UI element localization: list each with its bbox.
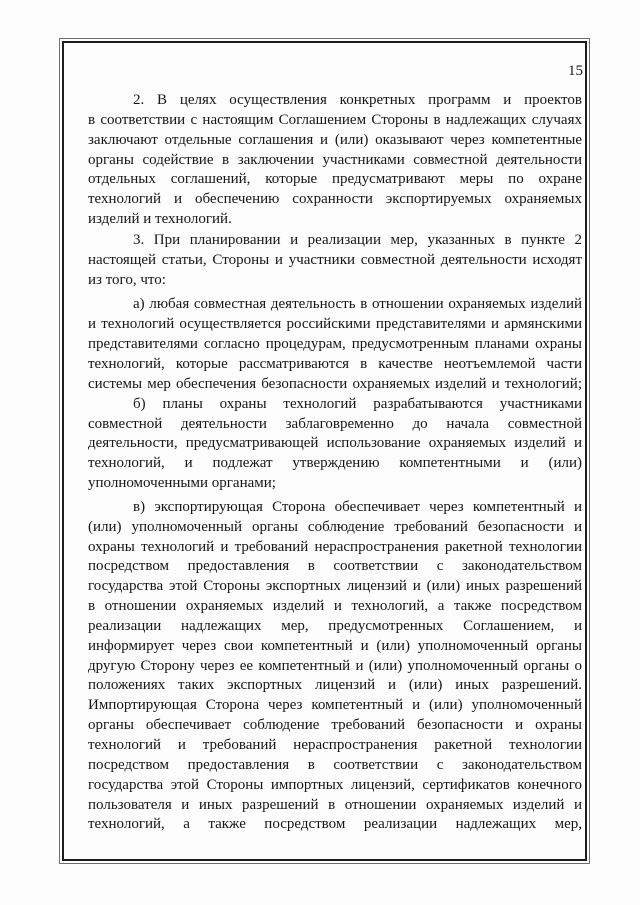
text-line: посредством предоставления в соответствии с законодательством: [88, 558, 582, 575]
clause-3-item-b: [88, 395, 582, 494]
page-number: 15: [568, 63, 583, 79]
text-line: государства этой Стороны экспортных лицензий и (или) иных разрешений: [88, 578, 582, 595]
text-line: настоящей статьи, Стороны и участники совместной деятельности исходят: [88, 251, 582, 268]
text-line: органы содействие в заключении участниками совместной деятельности: [88, 151, 582, 168]
text-line: изделий и технологий.: [88, 211, 232, 228]
text-line: системы мер обеспечения безопасности охраняемых изделий и технологий;: [88, 375, 582, 392]
text-line: деятельности, предусматривающей использование охраняемых изделий и: [88, 435, 582, 452]
text-line: в соответствии с настоящим Соглашением Стороны в надлежащих случаях: [88, 111, 582, 128]
text-line: посредством предоставления в соответствии с законодательством: [88, 756, 582, 773]
text-line: технологий и требований нераспространения ракетной технологии: [88, 737, 582, 753]
text-line: а) любая совместная деятельность в отношении охраняемых изделий: [133, 296, 582, 313]
body-text: [88, 91, 582, 835]
text-line: представителями согласно процедурам, предусмотренным планами охраны: [88, 336, 582, 353]
text-line: технологий, которые рассматриваются в качестве неотъемлемой части: [88, 355, 582, 372]
clause-3-intro: [88, 231, 582, 291]
text-line: в отношении охраняемых изделий и технологий, а также посредством: [88, 598, 582, 615]
clause-3-item-a: [88, 295, 582, 394]
text-line: технологий, а также посредством реализации надлежащих мер,: [88, 816, 582, 833]
text-line: пользователя и иных разрешений в отношении охраняемых изделий и: [88, 796, 582, 813]
text-line: уполномоченными органами;: [88, 475, 276, 492]
text-line: технологий и обеспечению сохранности экспортируемых охраняемых: [88, 191, 582, 208]
text-line: из того, что:: [88, 271, 166, 288]
text-line: в) экспортирующая Сторона обеспечивает через компетентный и: [133, 498, 582, 515]
text-line: заключают отдельные соглашения и (или) оказывают через компетентные: [88, 131, 582, 148]
text-line: положениях таких экспортных лицензий и (или) иных разрешений.: [88, 677, 582, 694]
text-line: отдельных соглашений, которые предусматривают меры по охране: [88, 171, 582, 188]
text-line: информирует через свои компетентный и (или) уполномоченный органы: [88, 637, 582, 654]
text-line: охраны технологий и требований нераспространения ракетной технологии: [88, 538, 582, 555]
text-line: и технологий осуществляется российскими представителями и армянскими: [88, 316, 582, 333]
clause-3-item-c: [88, 498, 582, 835]
text-line: 2. В целях осуществления конкретных программ и проектов: [133, 92, 582, 108]
text-line: 3. При планировании и реализации мер, указанных в пункте 2: [133, 231, 582, 248]
text-line: (или) уполномоченный органы соблюдение требований безопасности и: [88, 518, 582, 535]
text-line: другую Сторону через ее компетентный и (или) уполномоченный органы о: [88, 657, 582, 674]
text-line: органы обеспечивает соблюдение требований безопасности и охраны: [88, 717, 582, 734]
text-line: совместной деятельности заблаговременно до начала совместной: [88, 415, 582, 432]
text-line: реализации надлежащих мер, предусмотренных Соглашением, и: [88, 617, 582, 634]
text-line: б) планы охраны технологий разрабатываются участниками: [133, 395, 582, 412]
text-line: технологий, и подлежат утверждению компетентными и (или): [88, 455, 582, 472]
clause-2: [88, 91, 582, 230]
text-line: государства этой Стороны импортных лицензий, сертификатов конечного: [88, 776, 582, 793]
text-line: Импортирующая Сторона через компетентный и (или) уполномоченный: [88, 697, 582, 714]
